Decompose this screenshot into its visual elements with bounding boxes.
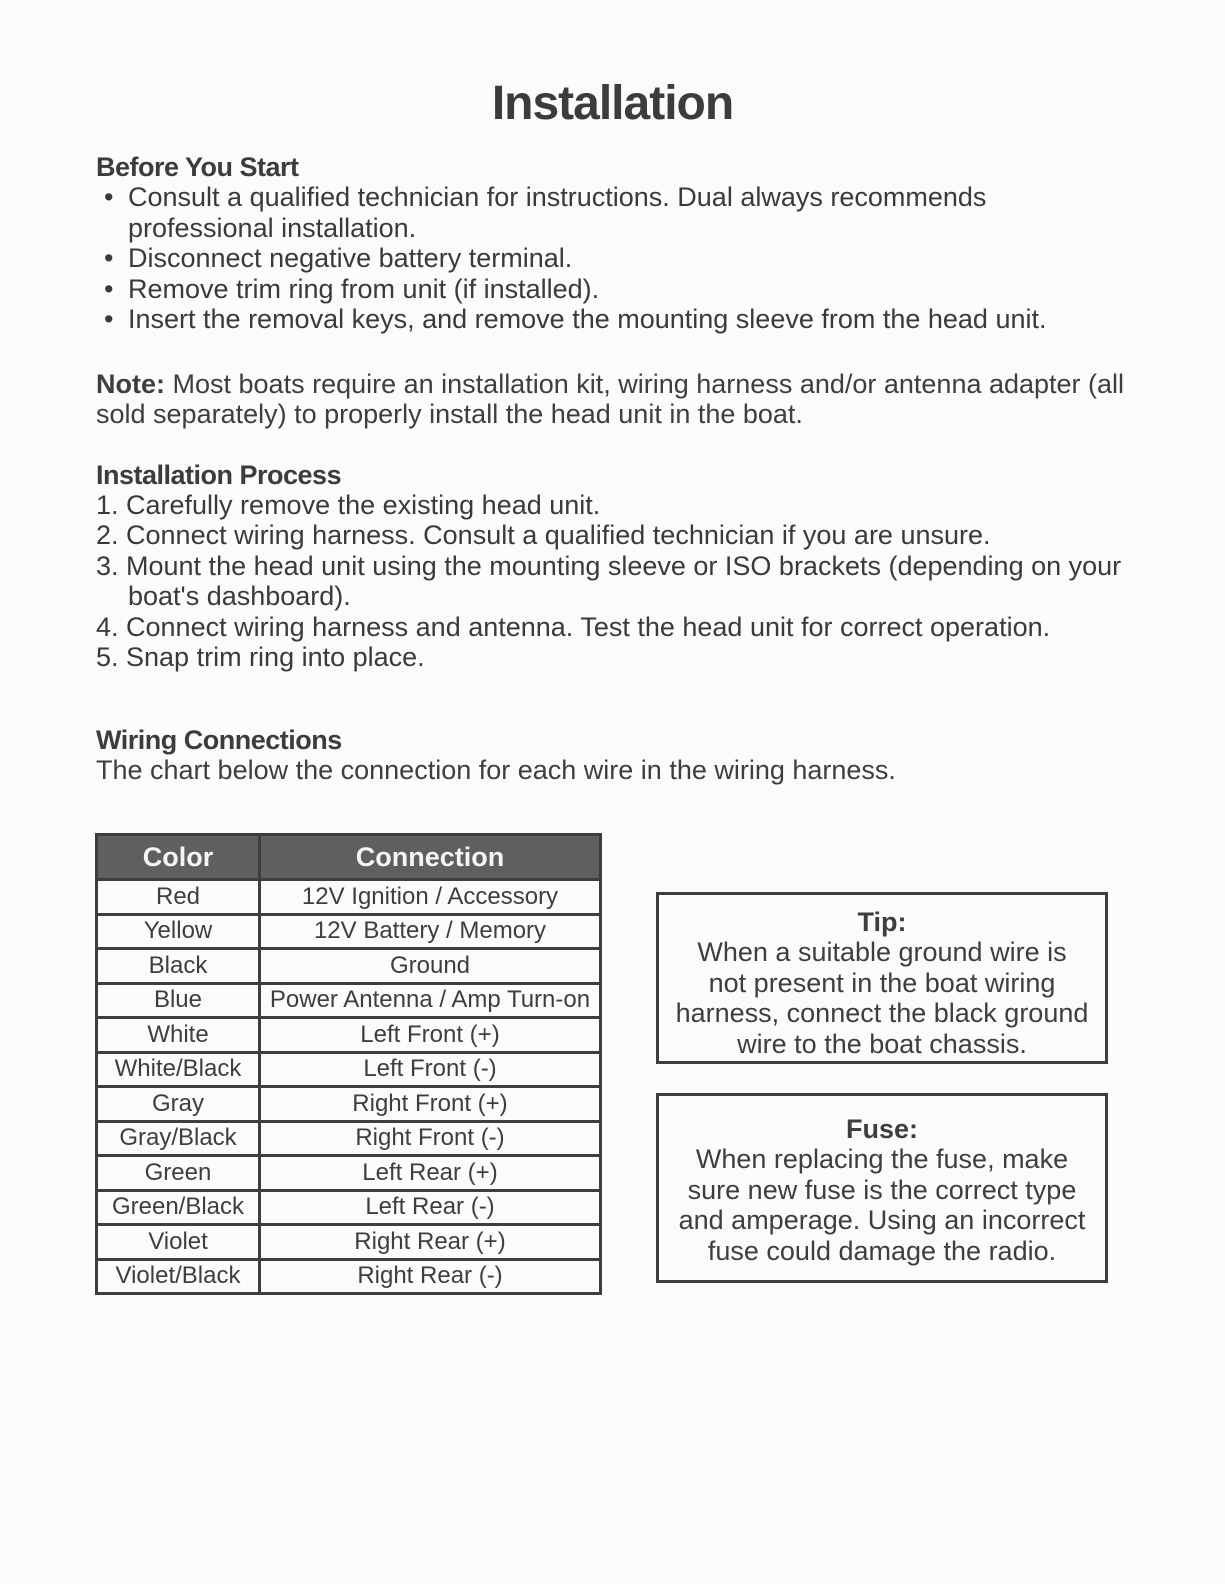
wire-color-cell: Green/Black — [97, 1190, 260, 1225]
tip-callout — [656, 892, 1108, 1064]
wire-connection-cell: Right Rear (-) — [260, 1259, 601, 1294]
fuse-line: sure new fuse is the correct type — [687, 1174, 1077, 1205]
tip-line: When a suitable ground wire is — [697, 937, 1067, 967]
wire-connection-cell: Left Rear (+) — [260, 1156, 601, 1191]
fuse-line: When replacing the fuse, make — [695, 1144, 1069, 1174]
fuse-line: fuse could damage the radio. — [707, 1235, 1057, 1266]
wire-color-cell: Violet/Black — [97, 1259, 260, 1294]
step-item: 2. Connect wiring harness. Consult a qualified technician if you are unsure. — [96, 520, 991, 550]
step-item: 5. Snap trim ring into place. — [96, 642, 425, 672]
table-row — [97, 1018, 601, 1053]
before-you-start-heading: Before You Start — [96, 152, 299, 182]
table-row — [97, 1259, 601, 1294]
wiring-intro: The chart below the connection for each wire in the wiring harness. — [96, 754, 896, 785]
wire-color-cell: Green — [97, 1156, 260, 1191]
tip-title: Tip: — [857, 907, 907, 937]
wire-color-cell: White — [97, 1018, 260, 1053]
table-row — [97, 880, 601, 915]
table-header-row — [97, 835, 601, 880]
installation-process-heading: Installation Process — [96, 459, 342, 490]
table-row — [97, 983, 601, 1018]
wire-connection-cell: 12V Battery / Memory — [260, 914, 601, 949]
wire-color-cell: Gray/Black — [97, 1121, 260, 1156]
page-title: Installation — [491, 77, 734, 130]
wire-connection-cell: Right Front (-) — [260, 1121, 601, 1156]
wiring-connections-heading: Wiring Connections — [96, 724, 342, 755]
tip-line: harness, connect the black ground — [675, 998, 1089, 1028]
wire-connection-cell: Ground — [260, 949, 601, 984]
tip-line: wire to the boat chassis. — [737, 1028, 1027, 1059]
wire-connection-cell: Right Front (+) — [260, 1087, 601, 1122]
before-you-start-list — [96, 182, 1136, 335]
fuse-title: Fuse: — [845, 1114, 918, 1144]
table-row — [97, 1052, 601, 1087]
table-row — [97, 1087, 601, 1122]
table-row — [97, 949, 601, 984]
wire-connection-cell: Left Front (-) — [260, 1052, 601, 1087]
wire-color-cell: Gray — [97, 1087, 260, 1122]
fuse-line: and amperage. Using an incorrect — [678, 1205, 1086, 1235]
fuse-callout — [656, 1093, 1108, 1283]
step-item: 3. Mount the head unit using the mounting sleeve or ISO brackets (depending on your boat's dashboard). — [96, 550, 1122, 611]
table-row — [97, 1225, 601, 1260]
wire-connection-cell: Right Rear (+) — [260, 1225, 601, 1260]
wiring-table — [95, 833, 602, 1295]
list-item: • Consult a qualified technician for instructions. Dual always recommends professional installation. — [96, 182, 1136, 243]
wire-connection-cell: 12V Ignition / Accessory — [260, 880, 601, 915]
wire-color-cell: White/Black — [97, 1052, 260, 1087]
wire-color-cell: Yellow — [97, 914, 260, 949]
table-row — [97, 1121, 601, 1156]
list-item: • Disconnect negative battery terminal. — [96, 243, 1136, 274]
wire-color-cell: Blue — [97, 983, 260, 1018]
table-row — [97, 1190, 601, 1225]
note-paragraph — [96, 369, 1136, 430]
tip-line: not present in the boat wiring — [708, 967, 1056, 998]
step-item: 4. Connect wiring harness and antenna. Test the head unit for correct operation. — [96, 611, 1051, 642]
wire-connection-cell: Left Rear (-) — [260, 1190, 601, 1225]
wire-color-cell: Violet — [97, 1225, 260, 1260]
note-text: Most boats require an installation kit, wiring harness and/or antenna adapter (all sold separately) to properly install the head unit in the boat. — [96, 368, 1125, 429]
list-item: • Insert the removal keys, and remove the mounting sleeve from the head unit. — [96, 304, 1136, 335]
column-header-color: Color — [97, 835, 260, 880]
table-row — [97, 914, 601, 949]
step-item: 1. Carefully remove the existing head unit. — [96, 489, 601, 520]
note-label: Note: — [96, 368, 165, 399]
wire-connection-cell: Left Front (+) — [260, 1018, 601, 1053]
wire-color-cell: Black — [97, 949, 260, 984]
main-content — [96, 152, 1136, 785]
list-item: • Remove trim ring from unit (if installed). — [96, 274, 1136, 305]
column-header-connection: Connection — [260, 835, 601, 880]
wire-connection-cell: Power Antenna / Amp Turn-on — [260, 983, 601, 1018]
table-row — [97, 1156, 601, 1191]
wire-color-cell: Red — [97, 880, 260, 915]
installation-steps — [96, 490, 1136, 673]
